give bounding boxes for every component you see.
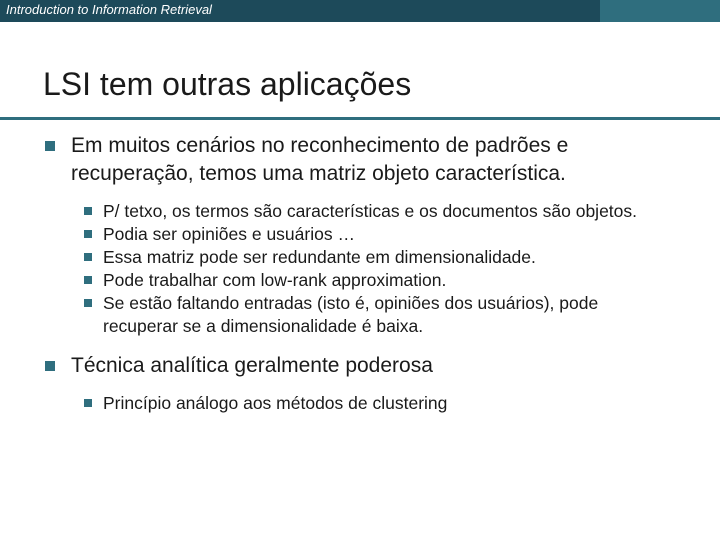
- sub-bullet-text: Princípio análogo aos métodos de clustering: [103, 393, 448, 413]
- slide-title: LSI tem outras aplicações: [43, 66, 412, 102]
- sub-bullet-text: Se estão faltando entradas (isto é, opiniões dos usuários), pode recuperar se a dimensionalidade é baixa.: [103, 293, 599, 336]
- sub-bullet-text: P/ tetxo, os termos são características e os documentos são objetos.: [103, 201, 638, 221]
- sub-bullet-item: [0, 223, 690, 246]
- sub-bullet-item: [0, 200, 690, 223]
- square-bullet-icon: [84, 299, 92, 307]
- bullet-text: Em muitos cenários no reconhecimento de padrões e recuperação, temos uma matriz objeto característica.: [71, 134, 569, 185]
- sub-bullet-text: Essa matriz pode ser redundante em dimensionalidade.: [103, 247, 536, 267]
- bullet-item: [0, 132, 720, 338]
- square-bullet-icon: [84, 207, 92, 215]
- bullet-list: [0, 132, 720, 415]
- sub-bullet-text: Pode trabalhar com low-rank approximation.: [103, 270, 447, 290]
- sub-bullet-item: [0, 246, 690, 269]
- header-bar: [0, 0, 720, 22]
- sub-bullet-list: [0, 200, 690, 338]
- sub-bullet-item: [0, 292, 690, 338]
- square-bullet-icon: [45, 141, 55, 151]
- sub-bullet-item: [0, 392, 690, 415]
- sub-bullet-text: Podia ser opiniões e usuários …: [103, 224, 355, 244]
- square-bullet-icon: [84, 230, 92, 238]
- sub-bullet-list: [0, 392, 690, 415]
- bullet-item: [0, 352, 720, 415]
- slide-body: [0, 132, 720, 415]
- course-title: Introduction to Information Retrieval: [6, 2, 212, 17]
- square-bullet-icon: [45, 361, 55, 371]
- title-divider: [0, 117, 720, 120]
- square-bullet-icon: [84, 399, 92, 407]
- sub-bullet-item: [0, 269, 690, 292]
- header-accent-block: [600, 0, 720, 22]
- square-bullet-icon: [84, 276, 92, 284]
- square-bullet-icon: [84, 253, 92, 261]
- bullet-text: Técnica analítica geralmente poderosa: [71, 354, 433, 377]
